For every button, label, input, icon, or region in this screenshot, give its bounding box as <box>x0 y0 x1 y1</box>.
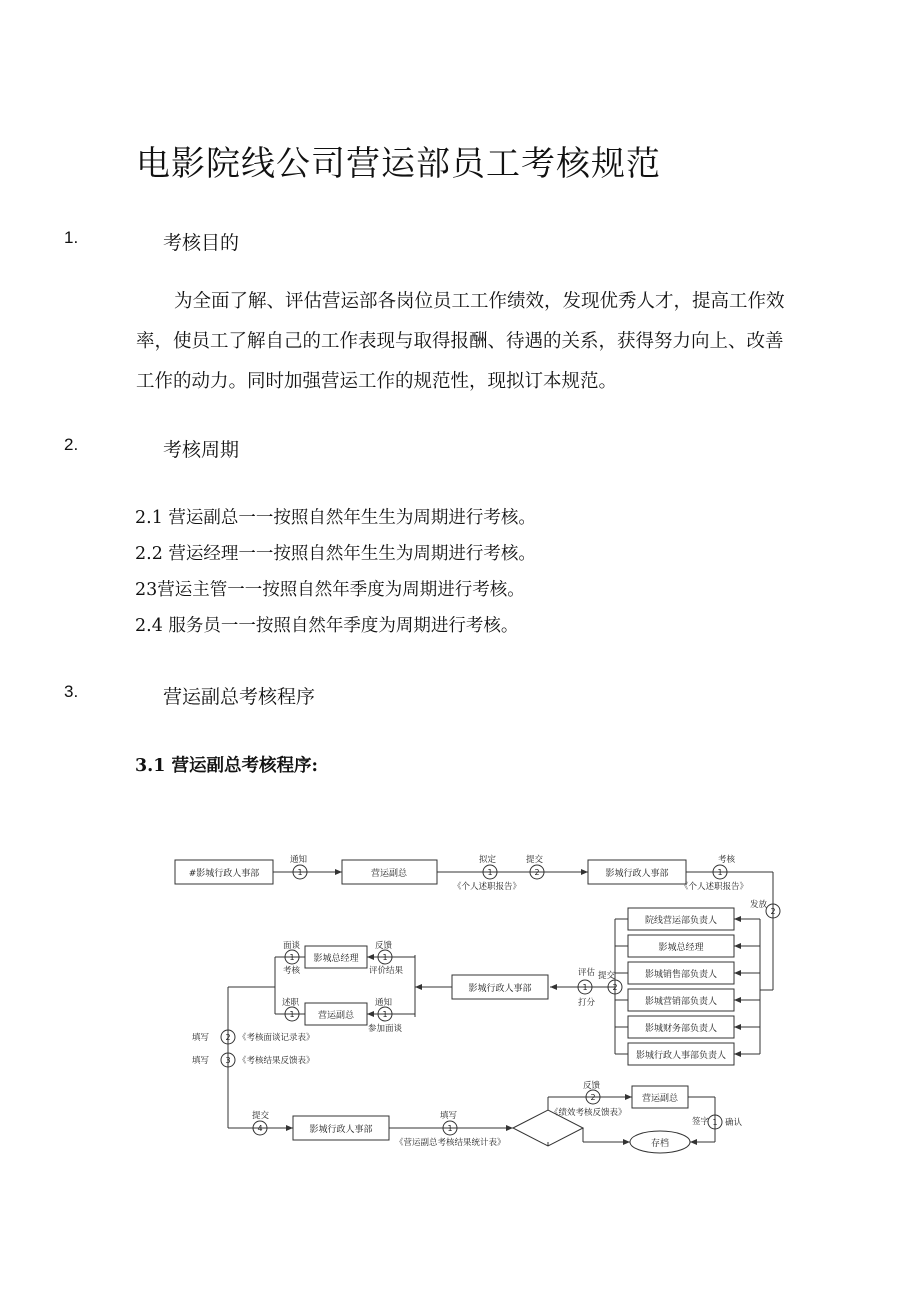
section-label: 考核周期 <box>163 439 240 461</box>
box-label: 影城行政人事部 <box>468 984 532 994</box>
step-number: 1 <box>289 1010 295 1019</box>
box-label: 影城行政人事部 <box>605 869 669 879</box>
step-number: 2 <box>770 907 776 916</box>
cycle-item: 2.4 服务员一一按照自然年季度为周期进行考核。 <box>135 616 519 636</box>
box-label: 影城总经理 <box>658 943 704 953</box>
step-number: 4 <box>257 1124 263 1133</box>
edge-label: 填写 <box>192 1033 210 1043</box>
edge-label: 发放 <box>750 900 768 910</box>
section-number: 1. <box>64 228 79 247</box>
box-label: 营运副总 <box>641 1094 679 1104</box>
step-number: 1 <box>447 1124 453 1133</box>
box-label: 存档 <box>650 1139 670 1149</box>
edge-label: 通知 <box>375 998 393 1008</box>
step-number: 1 <box>382 953 388 962</box>
step-number: 1 <box>289 953 295 962</box>
edge-label: 参加面谈 <box>368 1024 403 1034</box>
box-label: 影城营销部负责人 <box>644 997 718 1007</box>
step-number: 1 <box>717 868 723 877</box>
section-number: 2. <box>64 435 79 454</box>
edge-label: 评估 <box>578 968 596 978</box>
step-number: 2 <box>534 868 540 877</box>
edge-label: 评价结果 <box>369 966 404 976</box>
edge-label: 反馈 <box>583 1081 601 1091</box>
step-number: 2 <box>612 983 618 992</box>
purpose-paragraph: 为全面了解、评估营运部各岗位员工工作绩效，发现优秀人才，提高工作效率，使员工了解自己的工作表现与取得报酬、待遇的关系，获得努力向上、改善工作的动力。同时加强营运工作的规范性，现拟订本规范。 <box>136 291 785 392</box>
edge-label: 填写 <box>440 1111 458 1121</box>
edge-label: 《个人述职报告》 <box>680 882 749 892</box>
box-label: #影城行政人事部 <box>188 869 260 879</box>
edge-label: 通知 <box>290 855 308 865</box>
step-number: 1 <box>582 983 588 992</box>
document-title: 电影院线公司营运部员工考核规范 <box>136 144 661 184</box>
edge-label: 提交 <box>526 855 544 865</box>
edge-label: 提交 <box>598 971 616 981</box>
edge-label: 填写 <box>192 1056 210 1066</box>
process-flowchart <box>170 845 790 1155</box>
edge-label: 考核 <box>283 966 301 976</box>
edge-label: 提交 <box>252 1111 270 1121</box>
section-heading-cycle <box>64 435 464 461</box>
edge-label: 签字 <box>692 1117 710 1127</box>
step-number: 1 <box>487 868 493 877</box>
section-heading-purpose <box>64 228 464 254</box>
step-number: 2 <box>590 1093 596 1102</box>
edge-label: 打分 <box>578 998 596 1008</box>
edge-label: 考核 <box>718 855 736 865</box>
box-label: 影城财务部负责人 <box>644 1024 718 1034</box>
section-label: 考核目的 <box>163 232 240 254</box>
edge-label: 《考核面谈记录表》 <box>238 1033 315 1043</box>
edge-label: 述职 <box>282 998 300 1008</box>
edge-label: 《考核结果反馈表》 <box>238 1056 315 1066</box>
step-number: 1 <box>712 1118 718 1127</box>
step-number: 1 <box>297 868 303 877</box>
box-label: 影城销售部负责人 <box>644 970 718 980</box>
section-number: 3. <box>64 682 79 701</box>
edge-label: 面谈 <box>283 941 301 951</box>
box-label: 影城行政人事部 <box>309 1125 373 1135</box>
step-number: 1 <box>382 1010 388 1019</box>
section-heading-procedure <box>64 682 464 708</box>
section-label: 营运副总考核程序 <box>163 686 316 708</box>
box-label: 院线营运部负责人 <box>644 916 718 926</box>
sub-heading: 3.1 营运副总考核程序: <box>135 756 318 776</box>
box-label: 营运副总 <box>317 1011 355 1021</box>
step-number: 2 <box>225 1033 231 1042</box>
edge-label: 拟定 <box>479 855 497 865</box>
step-number: 3 <box>225 1056 231 1065</box>
edge-label: 确认 <box>725 1118 743 1128</box>
edge-label: 反馈 <box>375 941 393 951</box>
box-label: 营运副总 <box>370 869 408 879</box>
cycle-item: 23营运主管一一按照自然年季度为周期进行考核。 <box>135 580 525 600</box>
box-label: 影城总经理 <box>313 954 359 964</box>
box-label: 影城行政人事部负责人 <box>635 1051 727 1061</box>
cycle-item: 2.2 营运经理一一按照自然年生生为周期进行考核。 <box>135 544 536 564</box>
cycle-item: 2.1 营运副总一一按照自然年生生为周期进行考核。 <box>135 508 536 528</box>
edge-label: 《个人述职报告》 <box>453 882 522 892</box>
edge-label: 《绩效考核反馈表》 <box>550 1108 627 1118</box>
edge-label: 《营运副总考核结果统计表》 <box>395 1138 506 1148</box>
